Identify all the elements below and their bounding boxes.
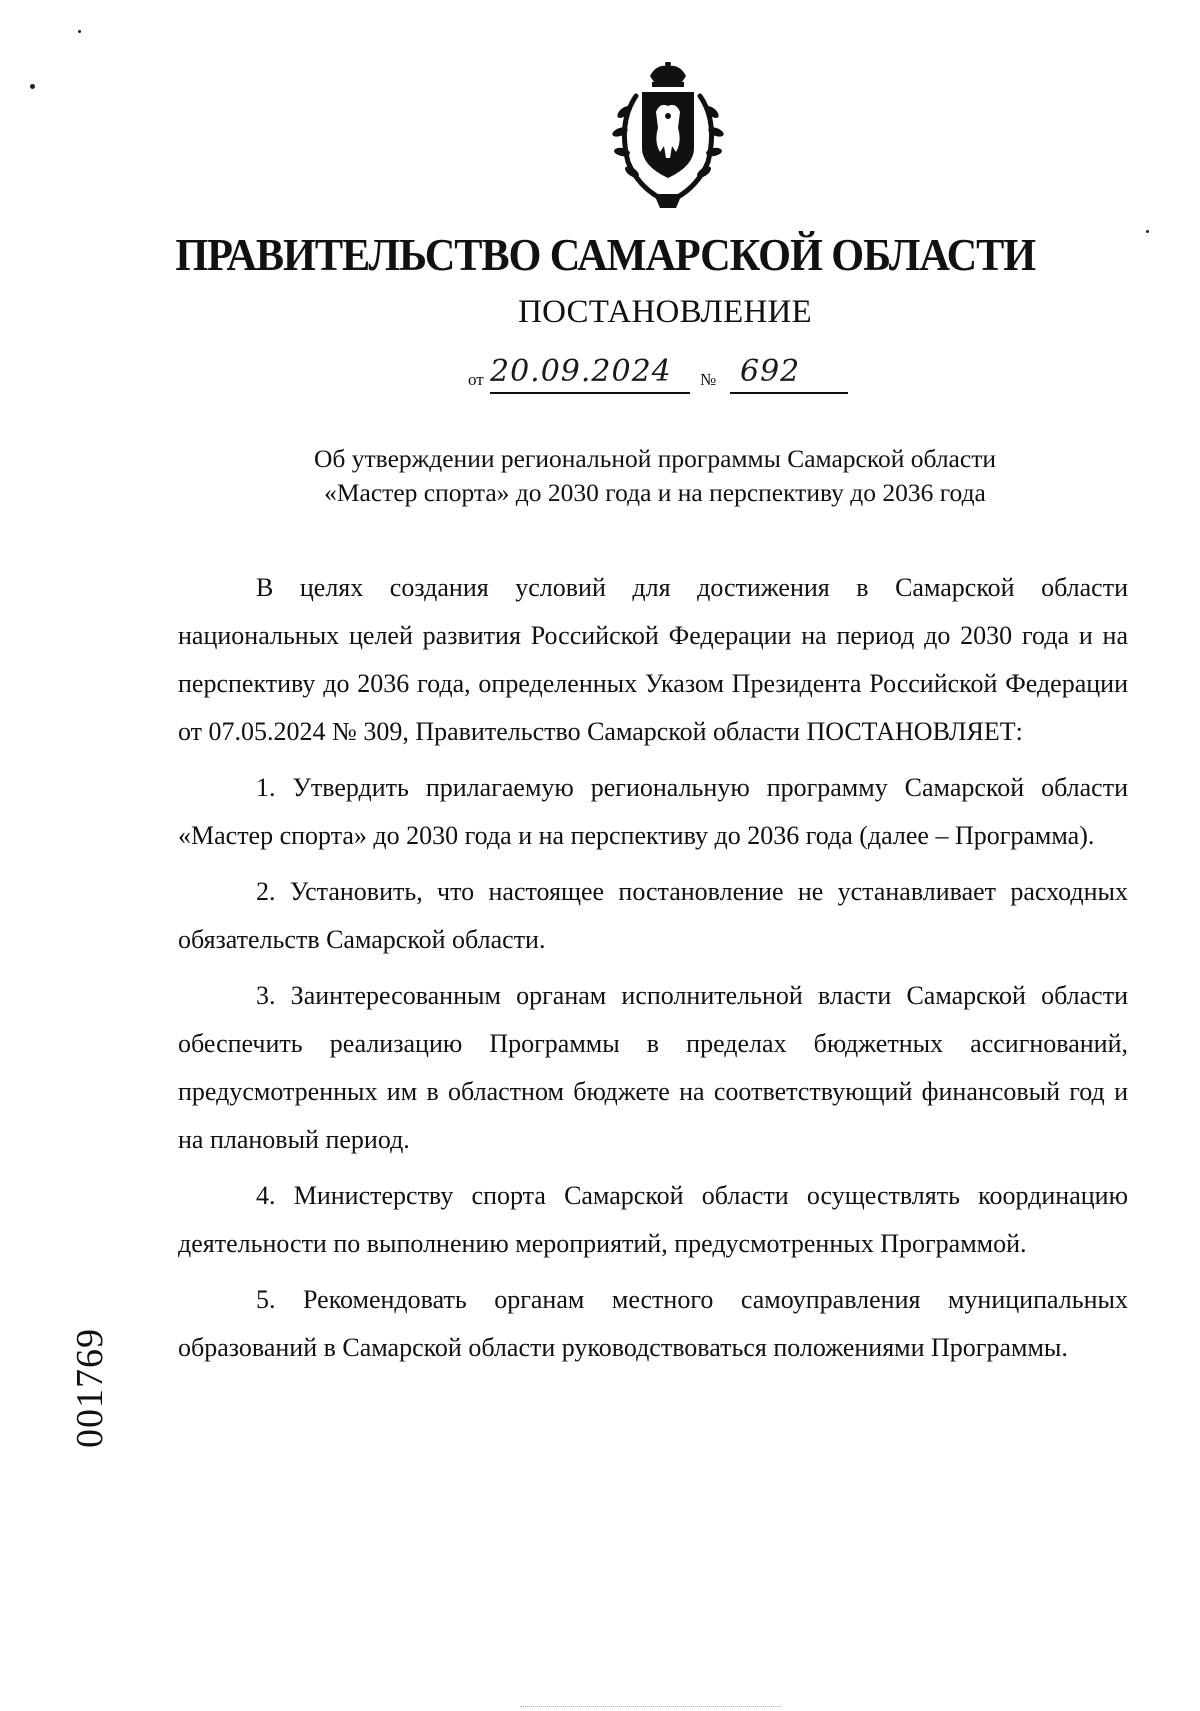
page-bottom-mark — [520, 1706, 780, 1708]
resolution-item: 5. Рекомендовать органам местного самоуправления муниципальных образований в Самарской области руководствоваться положениями Программы. — [178, 1285, 1128, 1362]
document-number: 692 — [740, 354, 801, 389]
date-underline — [490, 392, 690, 394]
resolution-item: 4. Министерству спорта Самарской области осуществлять координацию деятельности по выполнению мероприятий, предусмотренных Программой. — [178, 1181, 1128, 1258]
date-label: от — [468, 370, 484, 389]
document-subject — [0, 442, 1200, 510]
resolution-item: 2. Установить, что настоящее постановление не устанавливает расходных обязательств Самарской области. — [178, 877, 1128, 954]
registration-line — [468, 354, 858, 398]
document-body — [178, 564, 1128, 1372]
organization-title: ПРАВИТЕЛЬСТВО САМАРСКОЙ ОБЛАСТИ — [175, 229, 1036, 280]
scan-speck — [30, 84, 35, 89]
subject-line: «Мастер спорта» до 2030 года и на перспективу до 2036 года — [324, 478, 986, 507]
resolution-item: 3. Заинтересованным органам исполнительной власти Самарской области обеспечить реализацию Программы в пределах бюджетных ассигнований, предусмотренных им в областном бюджете на соответствующий финансовый год и на плановый период. — [178, 981, 1128, 1154]
resolution-item: 1. Утвердить прилагаемую региональную программу Самарской области «Мастер спорта» до 2030 года и на перспективу до 2036 года (далее – Программа). — [178, 773, 1128, 850]
preamble-paragraph: В целях создания условий для достижения в Самарской области национальных целей развития Российской Федерации на период до 2030 года и на перспективу до 2036 года, определенных Указом Президента Российской Федерации от 07.05.2024 № 309, Правительство Самарской области ПОСТАНОВЛЯЕТ: — [178, 573, 1128, 746]
subject-line: Об утверждении региональной программы Самарской области — [314, 444, 996, 473]
number-underline — [730, 392, 848, 394]
document-type: ПОСТАНОВЛЕНИЕ — [518, 294, 812, 330]
coat-of-arms-icon — [598, 62, 738, 214]
serial-number: 001769 — [69, 1328, 111, 1448]
scan-speck — [78, 30, 81, 33]
document-date: 20.09.2024 — [490, 354, 672, 389]
number-label: № — [700, 370, 717, 389]
